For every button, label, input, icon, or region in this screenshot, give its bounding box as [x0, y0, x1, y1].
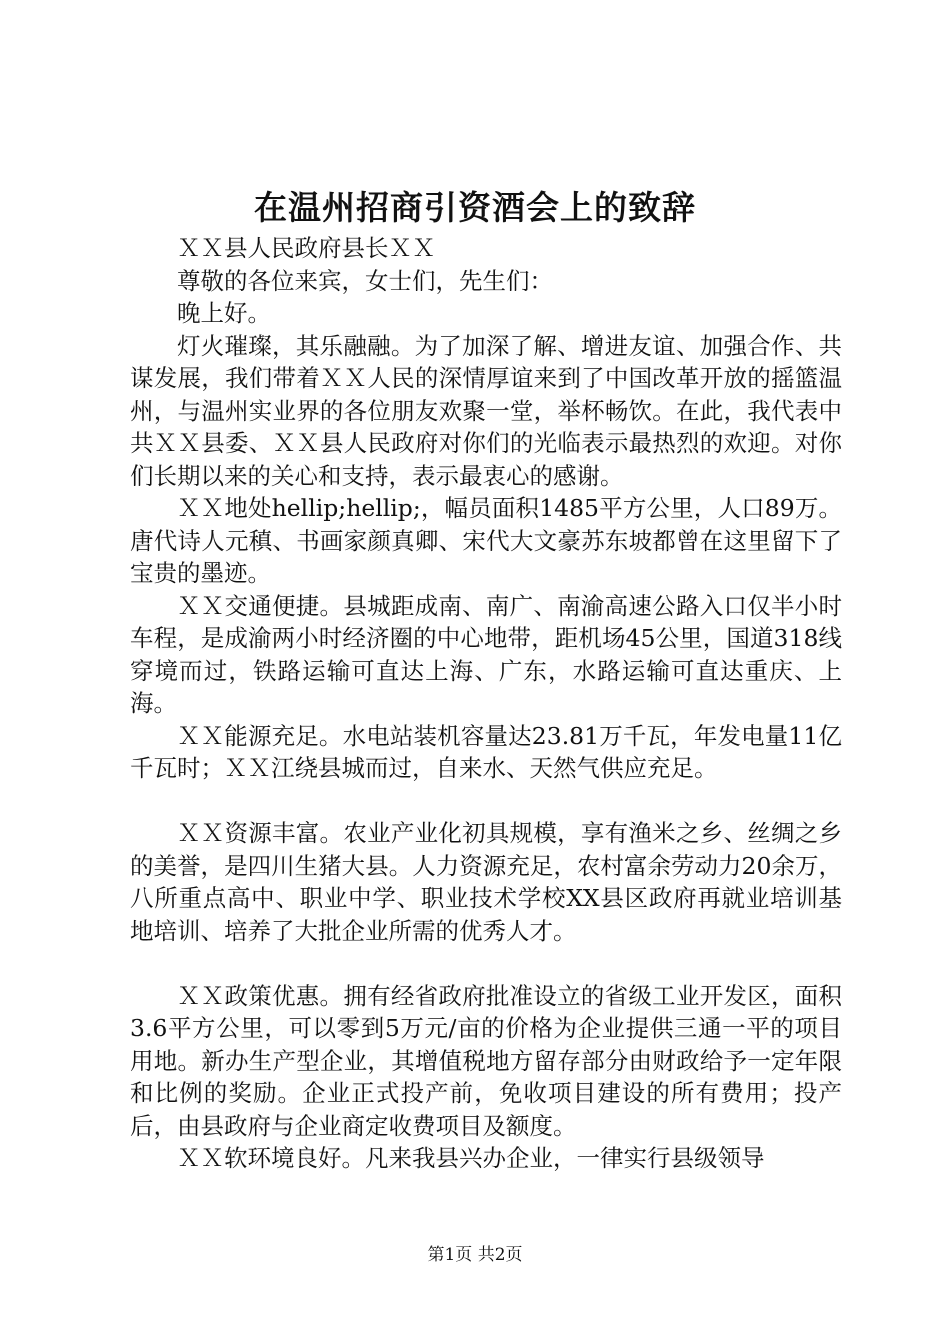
paragraph-transport: ＸＸ交通便捷。县城距成南、南广、南渝高速公路入口仅半小时车程，是成渝两小时经济圈的中心地带，距机场45公里，国道318线穿境而过，铁路运输可直达上海、广东，水路运输可直达重庆、上海。 — [130, 591, 842, 717]
document-title: 在温州招商引资酒会上的致辞 — [254, 188, 696, 227]
paragraph-resources: ＸＸ资源丰富。农业产业化初具规模，享有渔米之乡、丝绸之乡的美誉，是四川生猪大县。人力资源充足，农村富余劳动力20余万，八所重点高中、职业中学、职业技术学校XX县区政府再就业培训基地培训、培养了大批企业所需的优秀人才。 — [130, 819, 842, 945]
paragraph-environment: ＸＸ软环境良好。凡来我县兴办企业，一律实行县级领导 — [177, 1144, 765, 1172]
paragraph-welcome: 灯火璀璨，其乐融融。为了加深了解、增进友谊、加强合作、共谋发展，我们带着ＸＸ人民的深情厚谊来到了中国改革开放的摇篮温州，与温州实业界的各位朋友欢聚一堂，举杯畅饮。在此，我代表中共ＸＸ县委、ＸＸ县人民政府对你们的光临表示最热烈的欢迎。对你们长期以来的关心和支持，表示最衷心的感谢。 — [130, 331, 842, 490]
document-body — [130, 232, 842, 1175]
page-number-footer: 第1页 共2页 — [427, 1245, 523, 1265]
paragraph-policy: ＸＸ政策优惠。拥有经省政府批准设立的省级工业开发区，面积3.6平方公里，可以零到5万元/亩的价格为企业提供三通一平的项目用地。新办生产型企业，其增值税地方留存部分由财政给予一定年限和比例的奖励。企业正式投产前，免收项目建设的所有费用；投产后，由县政府与企业商定收费项目及额度。 — [130, 981, 842, 1140]
paragraph-energy: ＸＸ能源充足。水电站装机容量达23.81万千瓦，年发电量11亿千瓦时；ＸＸ江绕县城而过，自来水、天然气供应充足。 — [130, 721, 842, 782]
author-line: ＸＸ县人民政府县长ＸＸ — [177, 234, 436, 262]
greeting: 晚上好。 — [177, 299, 271, 327]
paragraph-location: ＸＸ地处hellip;hellip;，幅员面积1485平方公里，人口89万。唐代诗人元稹、书画家颜真卿、宋代大文豪苏东坡都曾在这里留下了宝贵的墨迹。 — [130, 494, 842, 587]
salutation: 尊敬的各位来宾，女士们，先生们： — [177, 266, 553, 295]
